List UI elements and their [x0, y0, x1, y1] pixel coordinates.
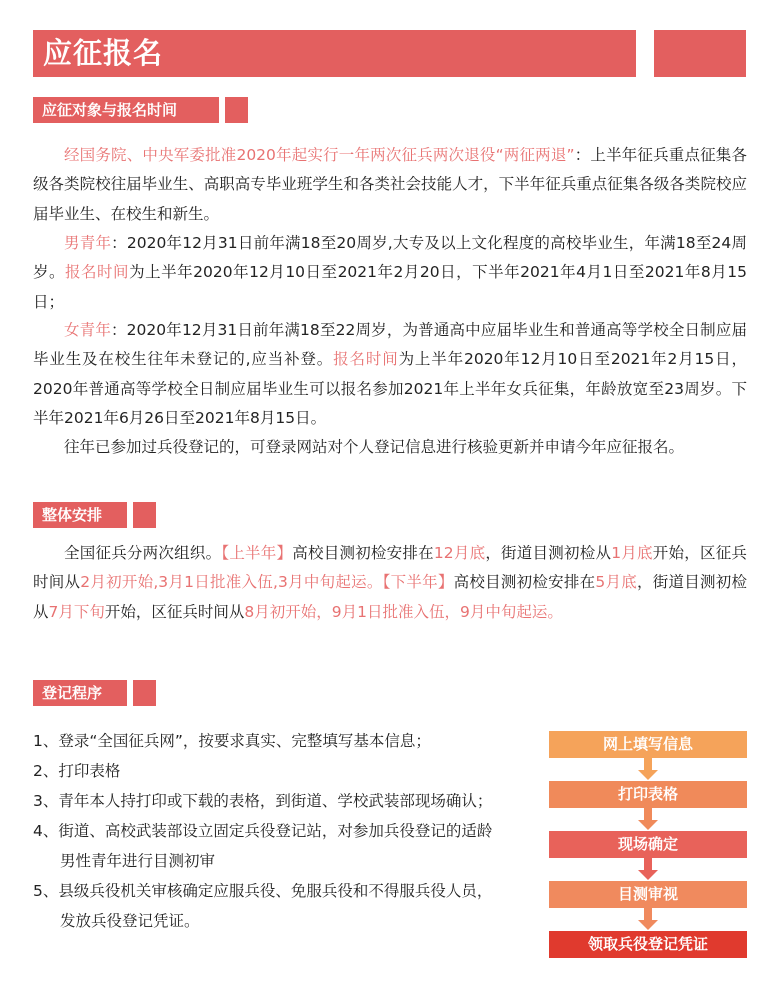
- body-text: ，街道目测初检从: [485, 544, 612, 562]
- page-title: 应征报名: [33, 30, 636, 77]
- paragraph: [33, 316, 747, 433]
- body-text: ：2020年12月31日前年满18至22周岁，为普通高中应届毕业生和普通高等学校全日制应届毕业生及在校生往年未登记的,应当补登。: [33, 321, 747, 369]
- section-heading-procedure: 登记程序: [33, 680, 127, 706]
- paragraph: [33, 229, 747, 317]
- body-text: 高校目测初检安排在: [453, 573, 596, 592]
- procedure-step: 2、打印表格: [33, 762, 121, 780]
- body-text: 为上半年2020年12月10日至2021年2月20日，下半年2021年4月1日至2021年8月15日；: [33, 263, 747, 311]
- highlighted-text: 男青年: [64, 234, 112, 252]
- body-text: 高校目测初检安排在: [292, 544, 434, 562]
- arrow-down-icon: [549, 858, 747, 881]
- section-decor-block: [133, 502, 156, 528]
- body-text: ：上半年征兵重点征集各级各类院校往届毕业生、高职高专毕业班学生和各类社会技能人才，下半年征兵重点征集各级各类院校应届毕业生、在校生和新生。: [33, 146, 747, 223]
- highlighted-text: 女青年: [64, 321, 111, 339]
- highlighted-text: 报名时间: [333, 350, 399, 369]
- body-text: ：2020年12月31日前年满18至20周岁,大专及以上文化程度的高校毕业生，年满18至24周岁。: [33, 234, 747, 282]
- highlighted-text: 12月底: [433, 544, 486, 562]
- highlighted-text: 报名时间: [65, 263, 130, 282]
- flow-step-box: 现场确定: [549, 831, 747, 858]
- body-text: 全国征兵分两次组织。: [64, 544, 222, 562]
- flow-step-box: 网上填写信息: [549, 731, 747, 758]
- body-text: 开始，区征兵时间从: [33, 544, 747, 592]
- procedure-step: 1、登录“全国征兵网”，按要求真实、完整填写基本信息；: [33, 732, 431, 750]
- highlighted-text: 经国务院、中央军委批准2020年起实行一年两次征兵两次退役“两征两退”: [64, 146, 575, 164]
- highlighted-text: 7月下旬: [48, 602, 105, 621]
- paragraph: [33, 433, 747, 462]
- section-decor-block: [133, 680, 156, 706]
- highlighted-text: 1月底: [611, 544, 653, 562]
- highlighted-text: 【下半年】: [382, 573, 454, 592]
- section-decor-block: [225, 97, 248, 123]
- highlighted-text: 2月初开始,3月1日批准入伍,3月中旬起运。: [80, 573, 383, 592]
- section-heading-arrangement: 整体安排: [33, 502, 127, 528]
- body-text: 为上半年2020年12月10日至2021年2月15日，2020年普通高等学校全日制应届毕业生可以报名参加2021年上半年女兵征集，年龄放宽至23周岁。下半年2021年6月26日至2021年8月15日。: [33, 350, 747, 427]
- procedure-steps-list: [33, 726, 503, 936]
- title-decor-block: [654, 30, 746, 77]
- flow-step-box: 打印表格: [549, 781, 747, 808]
- body-text: 往年已参加过兵役登记的，可登录网站对个人登记信息进行核验更新并申请今年应征报名。: [64, 438, 685, 456]
- procedure-step: 4、街道、高校武装部设立固定兵役登记站，对参加兵役登记的适龄男性青年进行目测初审: [33, 822, 493, 870]
- body-text: 开始，区征兵时间从: [104, 602, 245, 621]
- arrow-down-icon: [549, 808, 747, 831]
- arrow-down-icon: [549, 758, 747, 781]
- flow-step-box: 领取兵役登记凭证: [549, 931, 747, 958]
- paragraph: [33, 539, 747, 627]
- highlighted-text: 【上半年】: [221, 544, 293, 562]
- procedure-step: 5、县级兵役机关审核确定应服兵役、免服兵役和不得服兵役人员，发放兵役登记凭证。: [33, 882, 493, 930]
- paragraph: [33, 141, 747, 229]
- body-text: ，街道目测初检从: [33, 573, 747, 621]
- highlighted-text: 8月初开始，9月1日批准入伍，9月中旬起运。: [244, 602, 563, 621]
- highlighted-text: 5月底: [595, 573, 637, 592]
- procedure-flowchart: [549, 731, 747, 958]
- section-heading-eligibility: 应征对象与报名时间: [33, 97, 219, 123]
- procedure-step: 3、青年本人持打印或下载的表格，到街道、学校武装部现场确认；: [33, 792, 493, 810]
- arrow-down-icon: [549, 908, 747, 931]
- flow-step-box: 目测审视: [549, 881, 747, 908]
